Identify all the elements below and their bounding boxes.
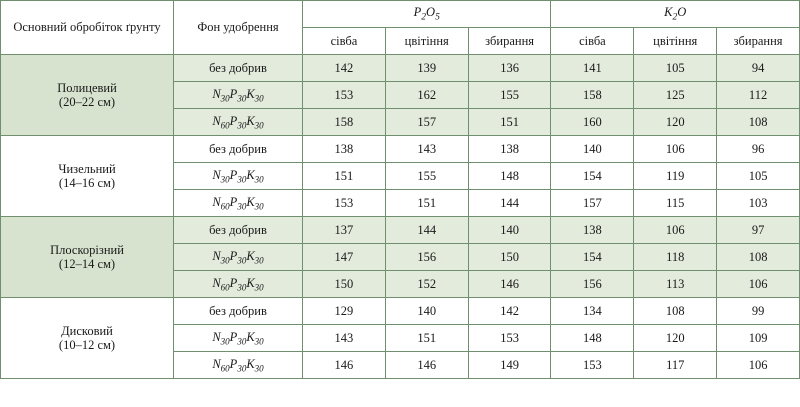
value-cell: 108 [717,109,800,136]
value-cell: 108 [717,244,800,271]
value-cell: 157 [551,190,634,217]
header-tillage: Основний обробіток ґрунту [1,1,174,55]
table-row [1,217,800,244]
value-cell: 162 [385,82,468,109]
value-cell: 153 [303,190,386,217]
value-cell: 143 [385,136,468,163]
value-cell: 151 [303,163,386,190]
value-cell: 151 [468,109,551,136]
header-row-top [1,1,800,28]
tillage-depth: (20–22 см) [58,95,116,109]
value-cell: 160 [551,109,634,136]
value-cell: 125 [634,82,717,109]
table-header [1,1,800,55]
fertilizer-level-cell: без добрив [174,298,303,325]
fertilizer-level-cell: $N_{30}P_{30}K_{30}$ [174,244,303,271]
value-cell: 140 [551,136,634,163]
fertilizer-level-cell: $N_{60}P_{30}K_{30}$ [174,352,303,379]
value-cell: 94 [717,55,800,82]
value-cell: 153 [468,325,551,352]
value-cell: 105 [634,55,717,82]
fertilizer-level-cell: $N_{60}P_{30}K_{30}$ [174,109,303,136]
table-row [1,55,800,82]
value-cell: 140 [385,298,468,325]
tillage-depth: (14–16 см) [58,176,116,190]
value-cell: 152 [385,271,468,298]
value-cell: 119 [634,163,717,190]
fertilizer-level-cell: без добрив [174,136,303,163]
value-cell: 113 [634,271,717,298]
header-k-harvest: збирання [717,28,800,55]
header-p-flowering: цвітіння [385,28,468,55]
value-cell: 117 [634,352,717,379]
value-cell: 120 [634,325,717,352]
tillage-name: Дисковий [61,323,113,338]
header-k-sowing: сівба [551,28,634,55]
value-cell: 146 [468,271,551,298]
value-cell: 106 [634,217,717,244]
value-cell: 105 [717,163,800,190]
value-cell: 120 [634,109,717,136]
tillage-group-label [1,55,174,136]
value-cell: 109 [717,325,800,352]
value-cell: 115 [634,190,717,217]
value-cell: 144 [385,217,468,244]
value-cell: 106 [717,271,800,298]
value-cell: 137 [303,217,386,244]
value-cell: 103 [717,190,800,217]
header-p-sowing: сівба [303,28,386,55]
header-fertilizer: Фон удобрення [174,1,303,55]
value-cell: 96 [717,136,800,163]
value-cell: 141 [551,55,634,82]
value-cell: 147 [303,244,386,271]
value-cell: 106 [634,136,717,163]
value-cell: 112 [717,82,800,109]
value-cell: 155 [385,163,468,190]
value-cell: 154 [551,244,634,271]
tillage-name: Плоскорізний [50,242,124,257]
header-p2o5: $P_2O_5$ [303,1,551,28]
value-cell: 108 [634,298,717,325]
table-body [1,55,800,379]
fertilizer-level-cell: $N_{30}P_{30}K_{30}$ [174,325,303,352]
value-cell: 99 [717,298,800,325]
table-row [1,298,800,325]
value-cell: 118 [634,244,717,271]
value-cell: 144 [468,190,551,217]
value-cell: 156 [385,244,468,271]
table-row [1,136,800,163]
header-k2o: $K_2O$ [551,1,800,28]
value-cell: 97 [717,217,800,244]
tillage-depth: (10–12 см) [58,338,116,352]
value-cell: 106 [717,352,800,379]
tillage-name: Полицевий [57,80,117,95]
tillage-group-label [1,298,174,379]
value-cell: 154 [551,163,634,190]
value-cell: 140 [468,217,551,244]
value-cell: 142 [468,298,551,325]
fertilizer-level-cell: без добрив [174,55,303,82]
value-cell: 149 [468,352,551,379]
value-cell: 129 [303,298,386,325]
value-cell: 150 [468,244,551,271]
fertilizer-level-cell: $N_{60}P_{30}K_{30}$ [174,271,303,298]
value-cell: 158 [303,109,386,136]
tillage-group-label [1,136,174,217]
value-cell: 143 [303,325,386,352]
tillage-group-label [1,217,174,298]
value-cell: 139 [385,55,468,82]
value-cell: 148 [468,163,551,190]
header-p-harvest: збирання [468,28,551,55]
value-cell: 153 [551,352,634,379]
value-cell: 142 [303,55,386,82]
fertilizer-level-cell: $N_{30}P_{30}K_{30}$ [174,82,303,109]
value-cell: 138 [468,136,551,163]
value-cell: 138 [303,136,386,163]
value-cell: 157 [385,109,468,136]
header-k-flowering: цвітіння [634,28,717,55]
value-cell: 134 [551,298,634,325]
value-cell: 158 [551,82,634,109]
value-cell: 150 [303,271,386,298]
value-cell: 156 [551,271,634,298]
tillage-name: Чизельний [58,161,116,176]
value-cell: 151 [385,190,468,217]
value-cell: 151 [385,325,468,352]
fertilizer-level-cell: $N_{30}P_{30}K_{30}$ [174,163,303,190]
value-cell: 153 [303,82,386,109]
value-cell: 136 [468,55,551,82]
value-cell: 155 [468,82,551,109]
value-cell: 146 [385,352,468,379]
tillage-depth: (12–14 см) [58,257,116,271]
value-cell: 148 [551,325,634,352]
value-cell: 146 [303,352,386,379]
value-cell: 138 [551,217,634,244]
fertilizer-level-cell: без добрив [174,217,303,244]
fertilizer-level-cell: $N_{60}P_{30}K_{30}$ [174,190,303,217]
